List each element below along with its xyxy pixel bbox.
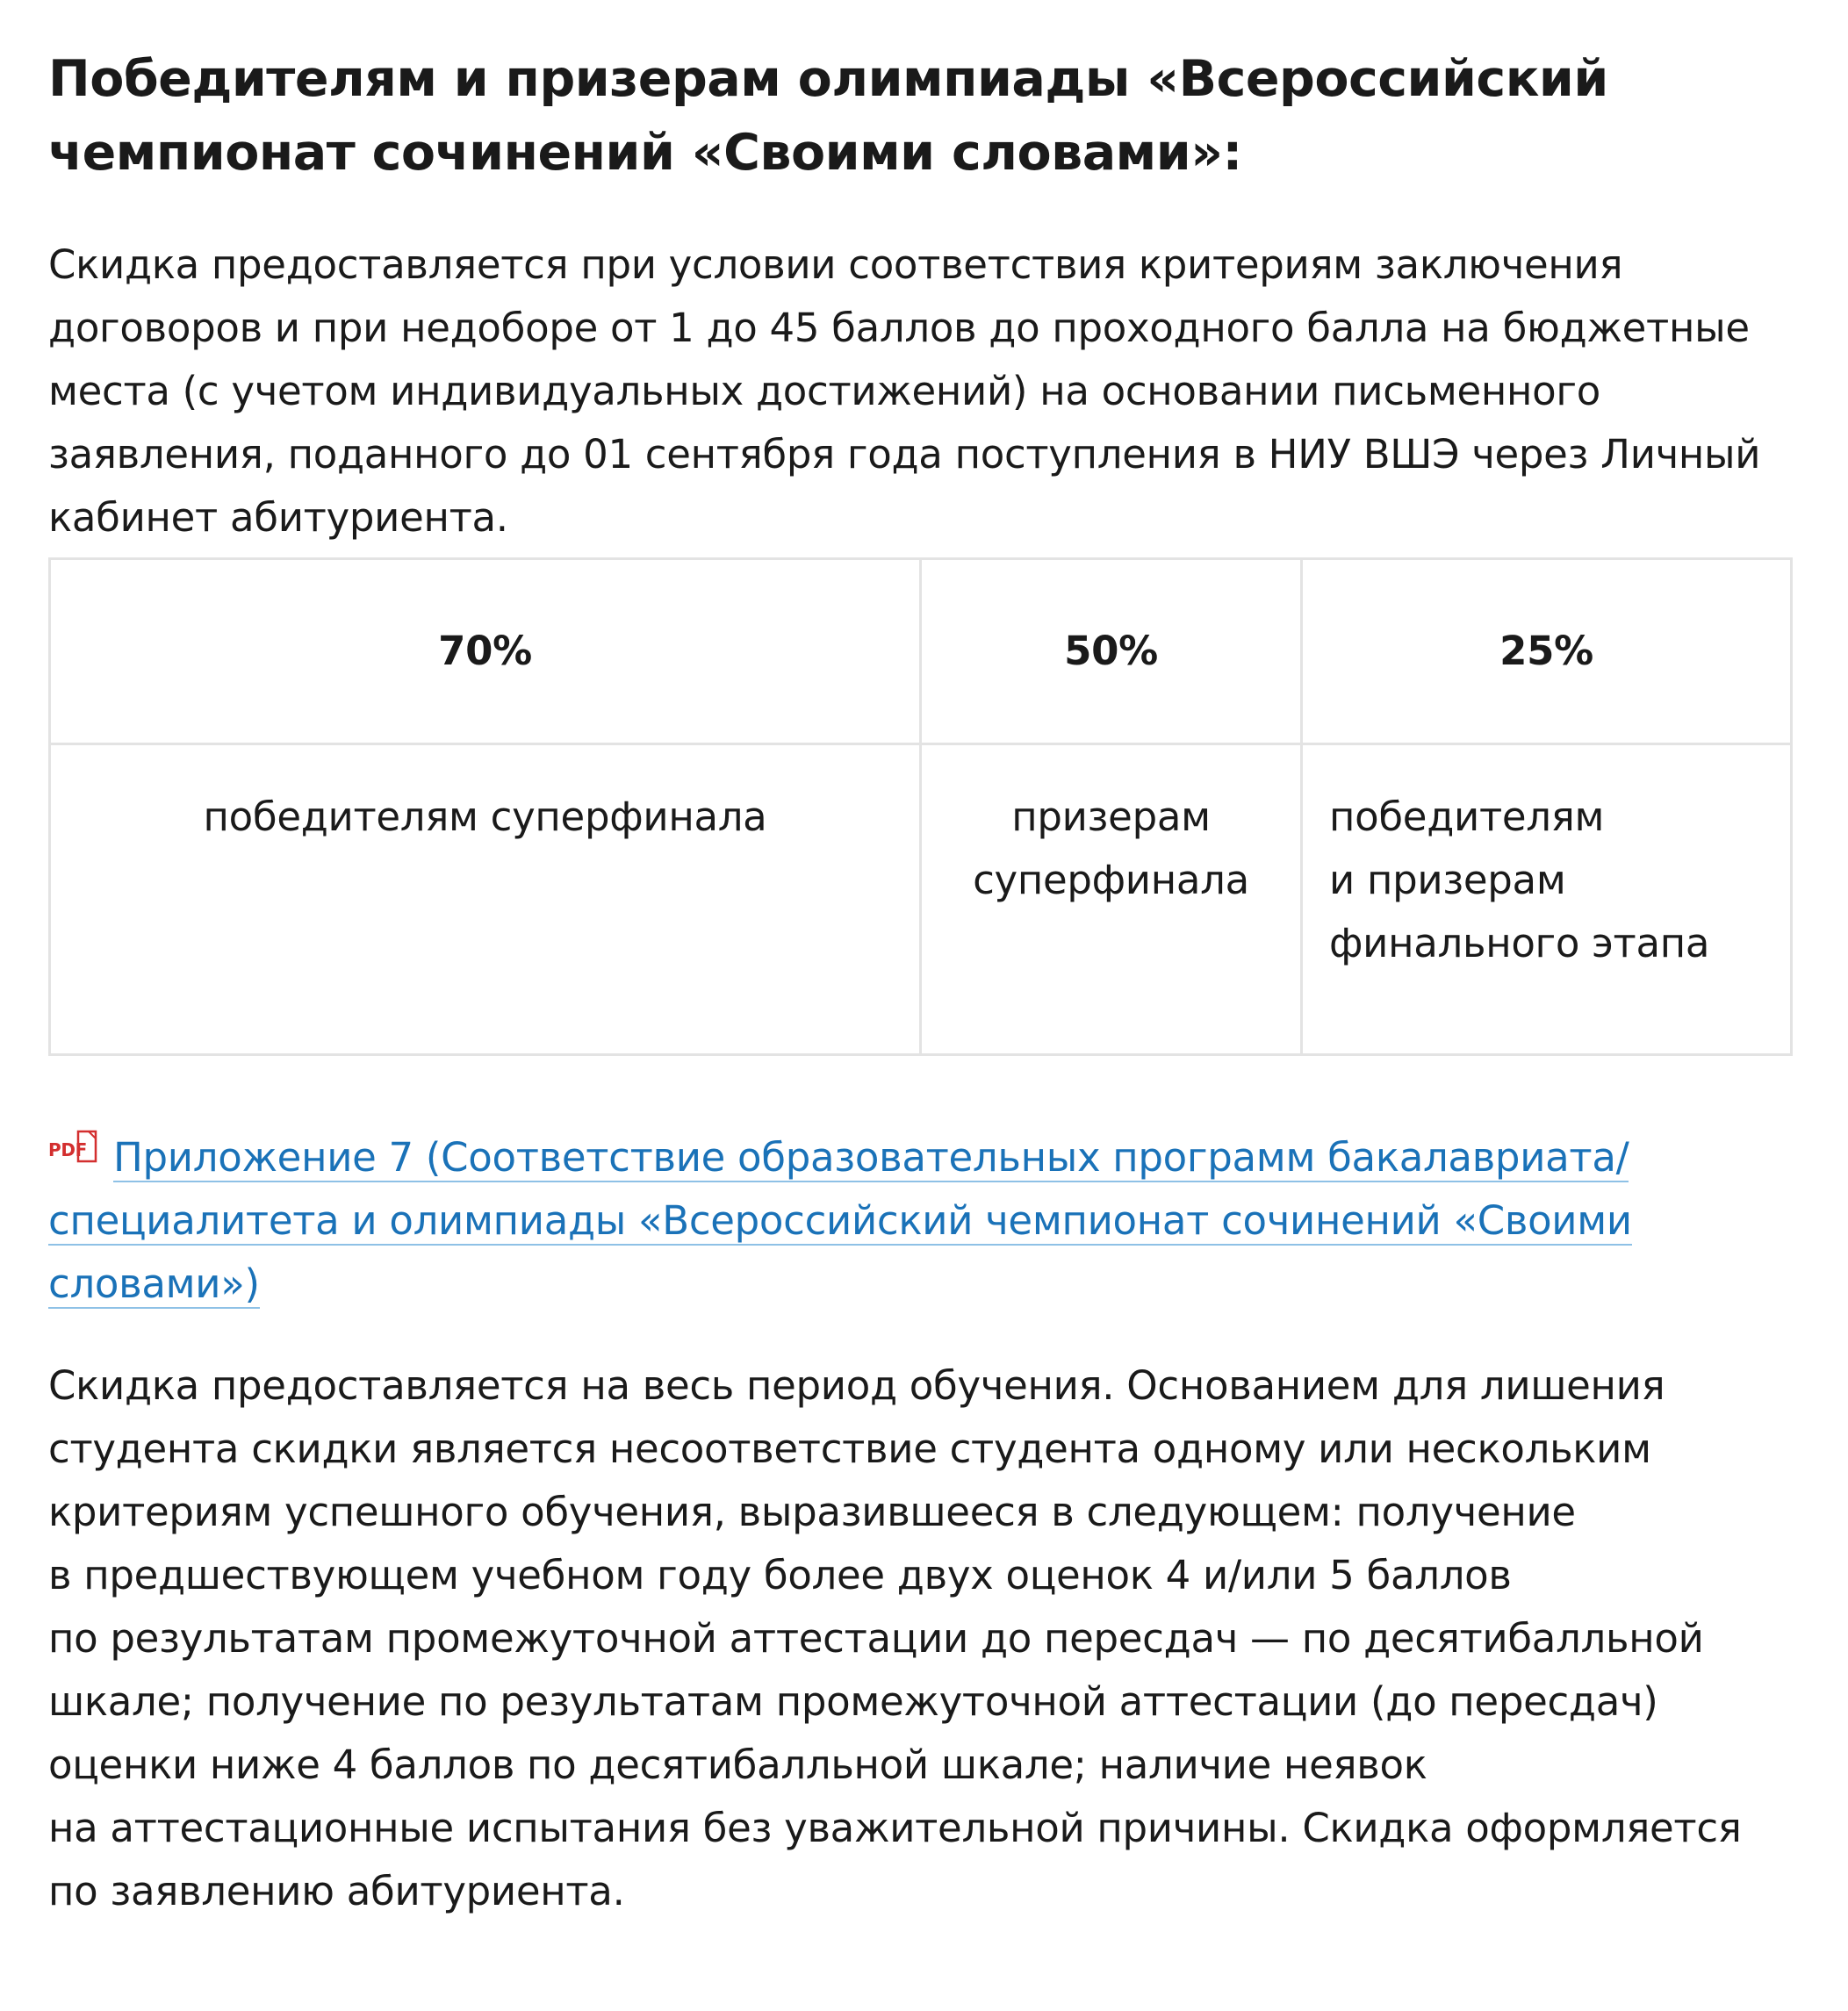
text-line: места (с учетом индивидуальных достижений) на основании письменного bbox=[48, 368, 1600, 414]
discount-section bbox=[48, 42, 1804, 1923]
text-line: Скидка предоставляется на весь период обучения. Основанием для лишения bbox=[48, 1362, 1665, 1409]
discount-70-header: 70% bbox=[50, 559, 921, 744]
link-line bbox=[48, 1189, 1699, 1253]
link-line bbox=[48, 1126, 1699, 1189]
text-line: студента скидки является несоответствие студента одному или нескольким bbox=[48, 1426, 1651, 1472]
cell-line: победителям bbox=[1329, 794, 1605, 840]
discount-50-header: 50% bbox=[921, 559, 1302, 744]
cell-line: призерам bbox=[1011, 794, 1211, 840]
appendix-7-link[interactable]: словами») bbox=[48, 1260, 260, 1307]
text-line: оценки ниже 4 баллов по десятибалльной шкале; наличие неявок bbox=[48, 1742, 1427, 1788]
intro-paragraph bbox=[48, 233, 1804, 549]
cell-line: победителям суперфинала bbox=[203, 794, 767, 840]
heading-line: Победителям и призерам олимпиады «Всероссийский bbox=[48, 50, 1608, 108]
discount-50-recipients bbox=[921, 744, 1302, 1055]
discount-25-header: 25% bbox=[1302, 559, 1792, 744]
text-line: критериям успешного обучения, выразившееся в следующем: получение bbox=[48, 1489, 1576, 1535]
link-line bbox=[48, 1253, 1699, 1316]
discount-70-recipients bbox=[50, 744, 921, 1055]
appendix-7-link[interactable]: специалитета и олимпиады «Всероссийский чемпионат сочинений «Своими bbox=[48, 1197, 1632, 1244]
heading-line: чемпионат сочинений «Своими словами»: bbox=[48, 124, 1242, 182]
table-header-row bbox=[50, 559, 1792, 744]
text-line: в предшествующем учебном году более двух оценок 4 и/или 5 баллов bbox=[48, 1552, 1512, 1598]
text-line: Скидка предоставляется при условии соответствия критериям заключения bbox=[48, 241, 1623, 288]
text-line: по результатам промежуточной аттестации до пересдач — по десятибалльной bbox=[48, 1615, 1704, 1662]
text-line: заявления, поданного до 01 сентября года поступления в НИУ ВШЭ через Личный bbox=[48, 431, 1761, 478]
cell-line: суперфинала bbox=[973, 857, 1249, 903]
appendix-7-link[interactable]: Приложение 7 (Соответствие образовательных программ бакалавриата/ bbox=[113, 1134, 1629, 1181]
text-line: кабинет абитуриента. bbox=[48, 494, 508, 541]
table-row bbox=[50, 744, 1792, 1055]
pdf-file-icon bbox=[48, 1129, 99, 1164]
discount-25-recipients bbox=[1302, 744, 1792, 1055]
text-line: на аттестационные испытания без уважительной причины. Скидка оформляется bbox=[48, 1805, 1742, 1851]
cell-line: и призерам bbox=[1329, 857, 1566, 903]
pdf-icon-label: PDF bbox=[48, 1139, 88, 1160]
attachment-link-block bbox=[48, 1126, 1699, 1316]
text-line: договоров и при недоборе от 1 до 45 баллов до проходного балла на бюджетные bbox=[48, 305, 1750, 351]
conditions-paragraph bbox=[48, 1354, 1787, 1923]
discount-table bbox=[48, 557, 1793, 1056]
section-heading bbox=[48, 42, 1664, 190]
text-line: по заявлению абитуриента. bbox=[48, 1868, 625, 1914]
text-line: шкале; получение по результатам промежуточной аттестации (до пересдач) bbox=[48, 1678, 1658, 1725]
cell-line: финального этапа bbox=[1329, 920, 1710, 966]
